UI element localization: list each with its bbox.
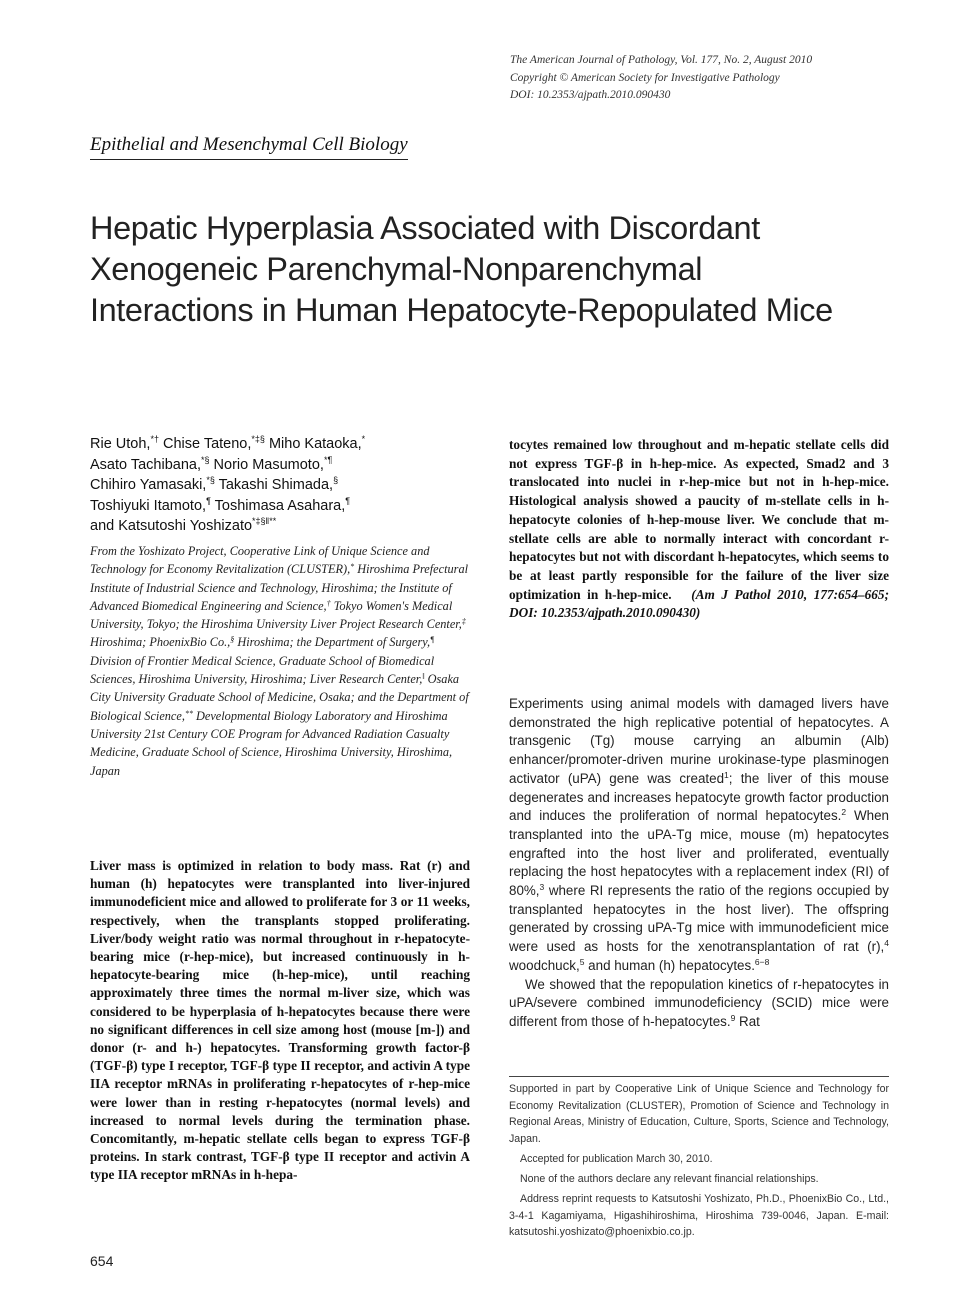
abstract-right-column — [509, 436, 889, 623]
author-marks: *§ — [200, 454, 210, 465]
affiliation-mark: ‖ — [422, 672, 425, 682]
accepted-note: Accepted for publication March 30, 2010. — [520, 1152, 713, 1165]
journal-line-1: The American Journal of Pathology, Vol. 177, No. 2, August 2010 — [510, 54, 813, 66]
reference-mark: 6−8 — [754, 956, 770, 967]
body-paragraph-1 — [509, 695, 889, 976]
affiliation-text: Hiroshima Prefectural Institute of Industrial Science and Technology, Hiroshima; the Institute of Advanced Biomedical Engineering and Science, — [90, 562, 469, 613]
page-number: 654 — [90, 1253, 114, 1269]
body-paragraph-2 — [509, 976, 889, 1032]
affiliation-mark: * — [350, 562, 355, 572]
body-text-run: Rat — [735, 1013, 760, 1029]
body-text-run: When transplanted into the uPA-Tg mice, mouse (m) hepatocytes engrafted into the host liver and proliferated, eventually replacing the host hepatocytes with a replacement index (RI) of 80%, — [509, 808, 890, 899]
abstract-left-column: Liver mass is optimized in relation to body mass. Rat (r) and human (h) hepatocytes were transplanted into liver-injured immunodeficient mice and allowed to proliferate for 3 or 11 weeks, respectively, when the transplants stopped proliferating. Liver/body weight ratio was normal throughout in r-hepatocyte-bearing mice (r-hep-mice), but increased continuously in h-hepatocyte-bearing mice (h-hep-mice), until reaching approximately three times the normal m-liver size, which was considered to be hyperplasia of h-hepatocytes because there were no significant differences in cell size among host (mouse [m-]) and donor (r- and h-) hepatocytes. Transforming growth factor-β (TGF-β) type I receptor, TGF-β type II receptor, and activin A type IIA receptor mRNAs in proliferating r-hepatocytes of r-hep-mice were lower than in resting r-hepatocytes (normal levels) and increased to normal levels during the termination phase. Concomitantly, m-hepatic stellate cells began to express TGF-β proteins. In stark contrast, TGF-β type II receptor and activin A type IIA receptor mRNAs in h-hepa- — [90, 858, 470, 1183]
body-text-run: Experiments using animal models with damaged livers have demonstrated the high replicative potential of hepatocytes. A transgenic (Tg) mouse carrying an albumin (Alb) enhancer/promoter-driven murine urokinase-type plasminogen activator (uPA) gene was created — [509, 696, 889, 786]
article-title — [90, 208, 910, 331]
affiliation-mark: ** — [184, 708, 193, 718]
reference-mark: 4 — [884, 938, 889, 949]
reference-mark: 2 — [841, 807, 847, 818]
affiliation-text: Osaka City University Graduate School of Medicine, Osaka; and the Department of Biological Science, — [90, 672, 469, 723]
affiliation-text: From the Yoshizato Project, Cooperative Link of Unique Science and Technology for Economy Revitalization (CLUSTER), — [90, 544, 430, 577]
author-name: Chise Tateno, — [158, 436, 252, 452]
abstract-citation: (Am J Pathol 2010, 177:654–665; DOI: 10.2353/ajpath.2010.090430) — [509, 586, 890, 621]
author-name: and Katsutoshi Yoshizato — [90, 518, 253, 534]
affiliation-text: Tokyo Women's Medical University, Tokyo; the Hiroshima University Liver Project Research Center, — [90, 598, 462, 632]
reference-mark: 1 — [724, 769, 729, 780]
body-text-run: where RI represents the ratio of the regions occupied by transplanted hepatocytes in the host liver). The offspring generated by crossing uPA-Tg mice with immunodeficient mice were used as hosts for the xenotransplantation of rat (r), — [509, 883, 889, 955]
author-marks: * — [361, 434, 366, 444]
author-marks: *§ — [206, 475, 215, 485]
journal-line-3: DOI: 10.2353/ajpath.2010.090430 — [510, 89, 671, 101]
author-marks: *‡§ — [251, 434, 265, 444]
author-marks: *† — [150, 434, 159, 444]
footnote-divider — [509, 1076, 889, 1077]
author-name: Asato Tachibana, — [90, 456, 201, 473]
author-name: Toshimasa Asahara, — [210, 497, 346, 514]
author-name: Norio Masumoto, — [209, 456, 324, 473]
affiliations — [90, 542, 472, 780]
body-text-run: We showed that the repopulation kinetics of r-hepatocytes in uPA/severe combined immunodeficiency (SCID) mice were different from those of h-hepatocytes. — [509, 976, 889, 1029]
body-text-run: and human (h) hepatocytes. — [584, 957, 755, 973]
footnotes — [509, 1081, 889, 1244]
body-text — [509, 695, 889, 1032]
author-list — [90, 434, 480, 537]
author-line — [90, 434, 480, 455]
journal-line-2: Copyright © American Society for Investigative Pathology — [510, 71, 780, 84]
author-name: Chihiro Yamasaki, — [90, 477, 207, 493]
author-line — [90, 496, 480, 517]
abstract-continued-text: tocytes remained low throughout and m-hepatic stellate cells did not express TGF-β in h-hep-mice. As expected, Smad2 and 3 translocated into nuclei in r-hep-mice but not in h-hep-mice. Histological analysis showed a paucity of m-stellate cells in h-hepatocyte colonies of h-hep-mouse liver. We conclude that m-stellate cells are able to normally interact with concordant r-hepatocytes but not with discordant h-hepatocytes, which seems to be at least partly responsible for the failure of the liver size optimization in h-hep-mice. — [509, 437, 889, 602]
affiliation-mark: ‡ — [461, 617, 466, 627]
title-line-2: Xenogeneic Parenchymal-Nonparenchymal — [90, 251, 703, 287]
affiliation-mark: § — [230, 635, 235, 645]
author-line — [90, 516, 480, 537]
author-line — [90, 475, 480, 496]
author-marks: ¶ — [345, 495, 351, 506]
author-marks: *‡§‖** — [252, 516, 277, 526]
author-line — [90, 455, 480, 476]
author-name: Takashi Shimada, — [214, 477, 334, 493]
body-text-run: woodchuck, — [509, 957, 580, 973]
affiliation-text: Hiroshima; PhoenixBio Co., — [90, 635, 231, 650]
reference-mark: 9 — [730, 1012, 736, 1023]
author-name: Toshiyuki Itamoto, — [90, 497, 207, 514]
affiliation-mark: ¶ — [430, 635, 435, 645]
body-text-run: ; the liver of this mouse degenerates and increases hepatocyte growth factor production and induces the proliferation of normal hepatocytes. — [509, 770, 889, 824]
funding-note: Supported in part by Cooperative Link of Unique Science and Technology for Economy Revitalization (CLUSTER), Promotion of Science and Technology in Regional Areas, Ministry of Education, Culture, Sports, Science and Technology, Japan. — [509, 1083, 889, 1145]
disclosure-note: None of the authors declare any relevant financial relationships. — [520, 1172, 819, 1185]
affiliation-text: Division of Frontier Medical Science, Graduate School of Biomedical Sciences, Hiroshima University, Hiroshima; Liver Research Center, — [90, 653, 435, 687]
affiliation-text: Developmental Biology Laboratory and Hiroshima University 21st Century COE Program for Advanced Radiation Casualty Medicine, Graduate School of Science, Hiroshima University, Hiroshima, Japan — [90, 708, 453, 778]
author-name: Rie Utoh, — [90, 436, 151, 452]
reference-mark: 3 — [539, 882, 545, 893]
author-marks: ¶ — [206, 495, 211, 506]
author-marks: *¶ — [323, 454, 333, 465]
title-line-1: Hepatic Hyperplasia Associated with Discordant — [90, 210, 760, 246]
section-heading: Epithelial and Mesenchymal Cell Biology — [90, 132, 408, 160]
affiliation-mark: † — [326, 598, 331, 608]
affiliation-text: Hiroshima; the Department of Surgery, — [234, 635, 431, 650]
reprint-address-note: Address reprint requests to Katsutoshi Yoshizato, Ph.D., PhoenixBio Co., Ltd., 3-4-1 Kagamiyama, Higashihiroshima, Hiroshima 739-0046, Japan. E-mail: katsutoshi.yoshizato@phoenixbio.co.jp. — [509, 1193, 889, 1239]
author-name: Miho Kataoka, — [264, 436, 362, 452]
title-line-3: Interactions in Human Hepatocyte-Repopulated Mice — [90, 292, 833, 328]
author-marks: § — [333, 475, 339, 485]
reference-mark: 5 — [579, 956, 585, 967]
journal-citation — [510, 52, 930, 105]
